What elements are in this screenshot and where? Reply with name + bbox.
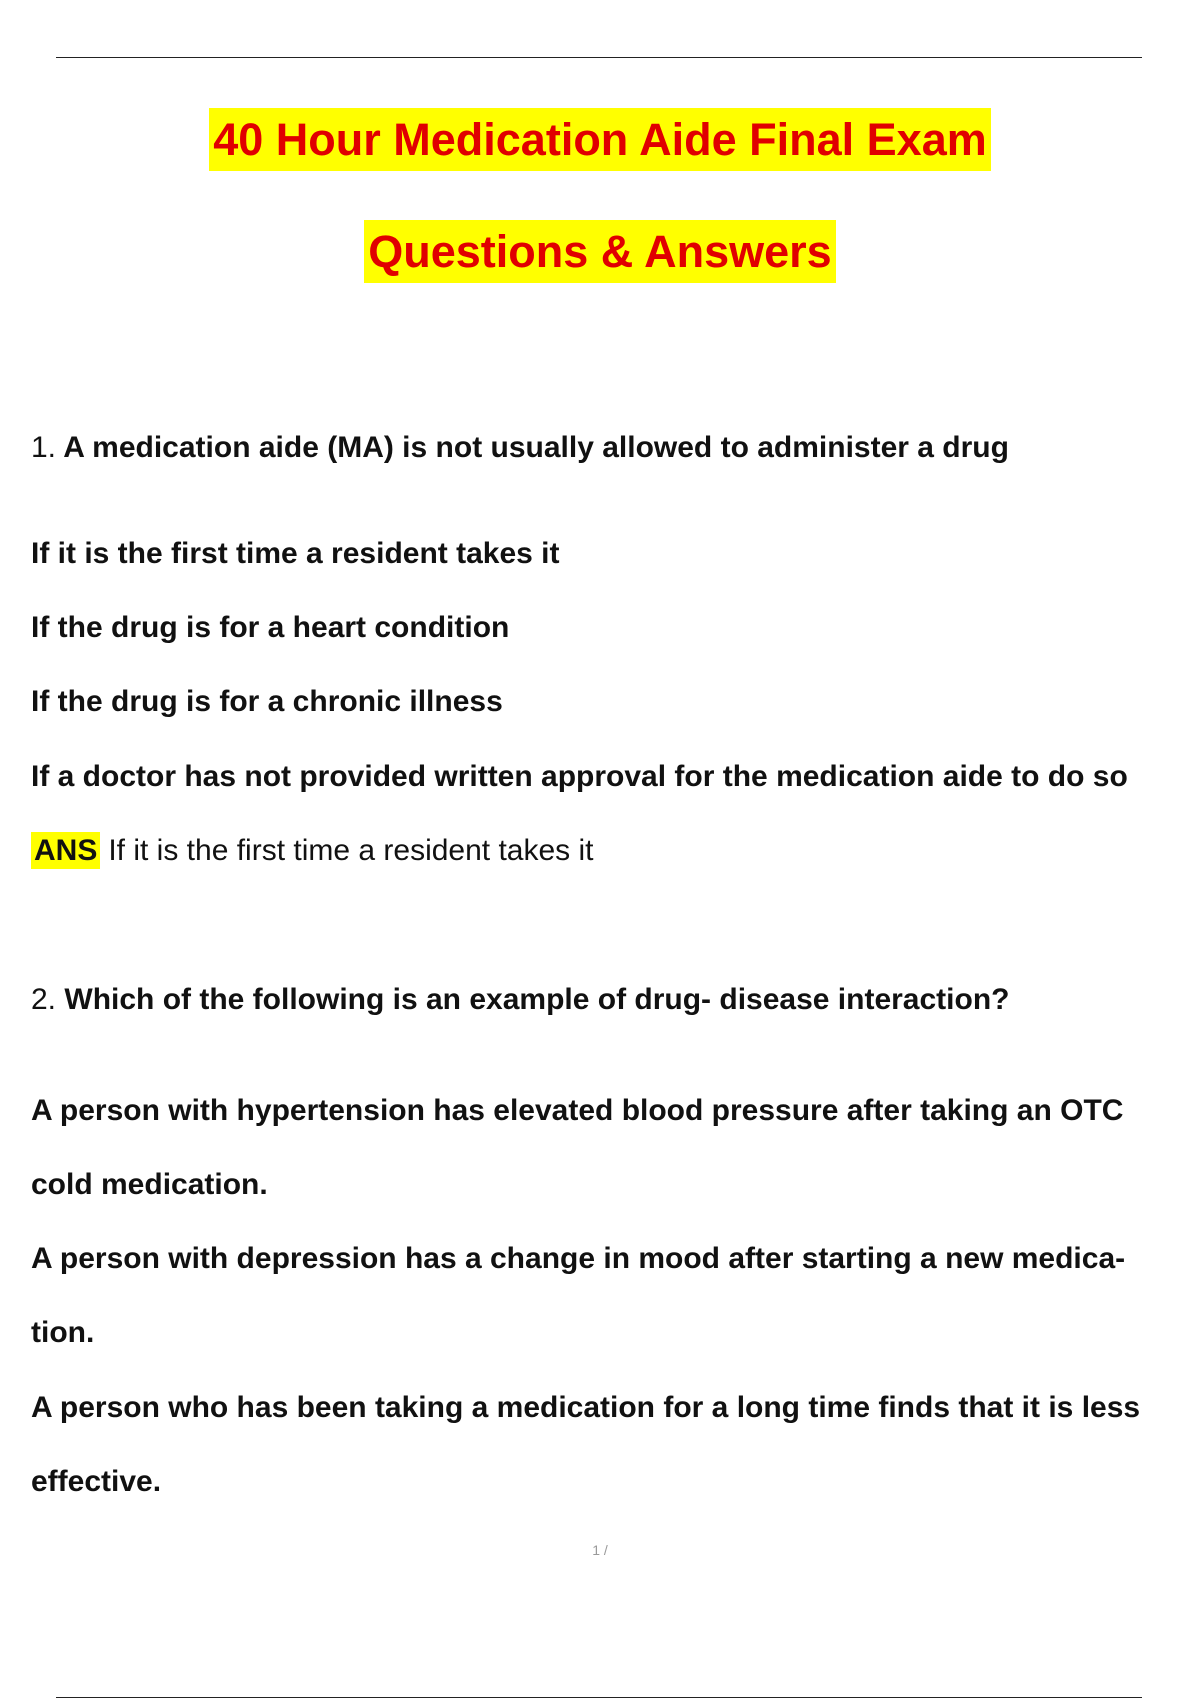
title-line-2 (0, 226, 1200, 277)
title-line-1 (0, 114, 1200, 165)
top-rule (56, 57, 1142, 58)
question-number: 1. (31, 431, 57, 464)
option-2b-line1: A person with depression has a change in mood after starting a new medica- (31, 1242, 1126, 1275)
option-2b-line2: tion. (31, 1316, 95, 1349)
option-2c-line1: A person who has been taking a medication for a long time finds that it is less (31, 1391, 1141, 1424)
option-2a-line1: A person with hypertension has elevated blood pressure after taking an OTC (31, 1094, 1124, 1127)
answer-1 (31, 836, 594, 866)
bottom-rule (56, 1697, 1142, 1698)
option-1a: If it is the first time a resident takes it (31, 537, 560, 570)
title-highlight-1: 40 Hour Medication Aide Final Exam (209, 108, 991, 171)
question-2 (31, 985, 1009, 1015)
title-highlight-2: Questions & Answers (364, 220, 835, 283)
question-text: Which of the following is an example of drug- disease interaction? (64, 983, 1010, 1016)
option-1b: If the drug is for a heart condition (31, 611, 510, 644)
question-1 (31, 433, 1009, 463)
question-number: 2. (31, 983, 57, 1016)
option-2a-line2: cold medication. (31, 1168, 268, 1201)
answer-label: ANS (31, 832, 100, 869)
question-text: A medication aide (MA) is not usually allowed to administer a drug (63, 431, 1009, 464)
option-1c: If the drug is for a chronic illness (31, 685, 503, 718)
option-2c-line2: effective. (31, 1465, 162, 1498)
page-marker: 1 / (592, 1542, 608, 1558)
answer-text: If it is the first time a resident takes it (108, 834, 594, 867)
option-1d: If a doctor has not provided written approval for the medication aide to do so (31, 760, 1128, 793)
